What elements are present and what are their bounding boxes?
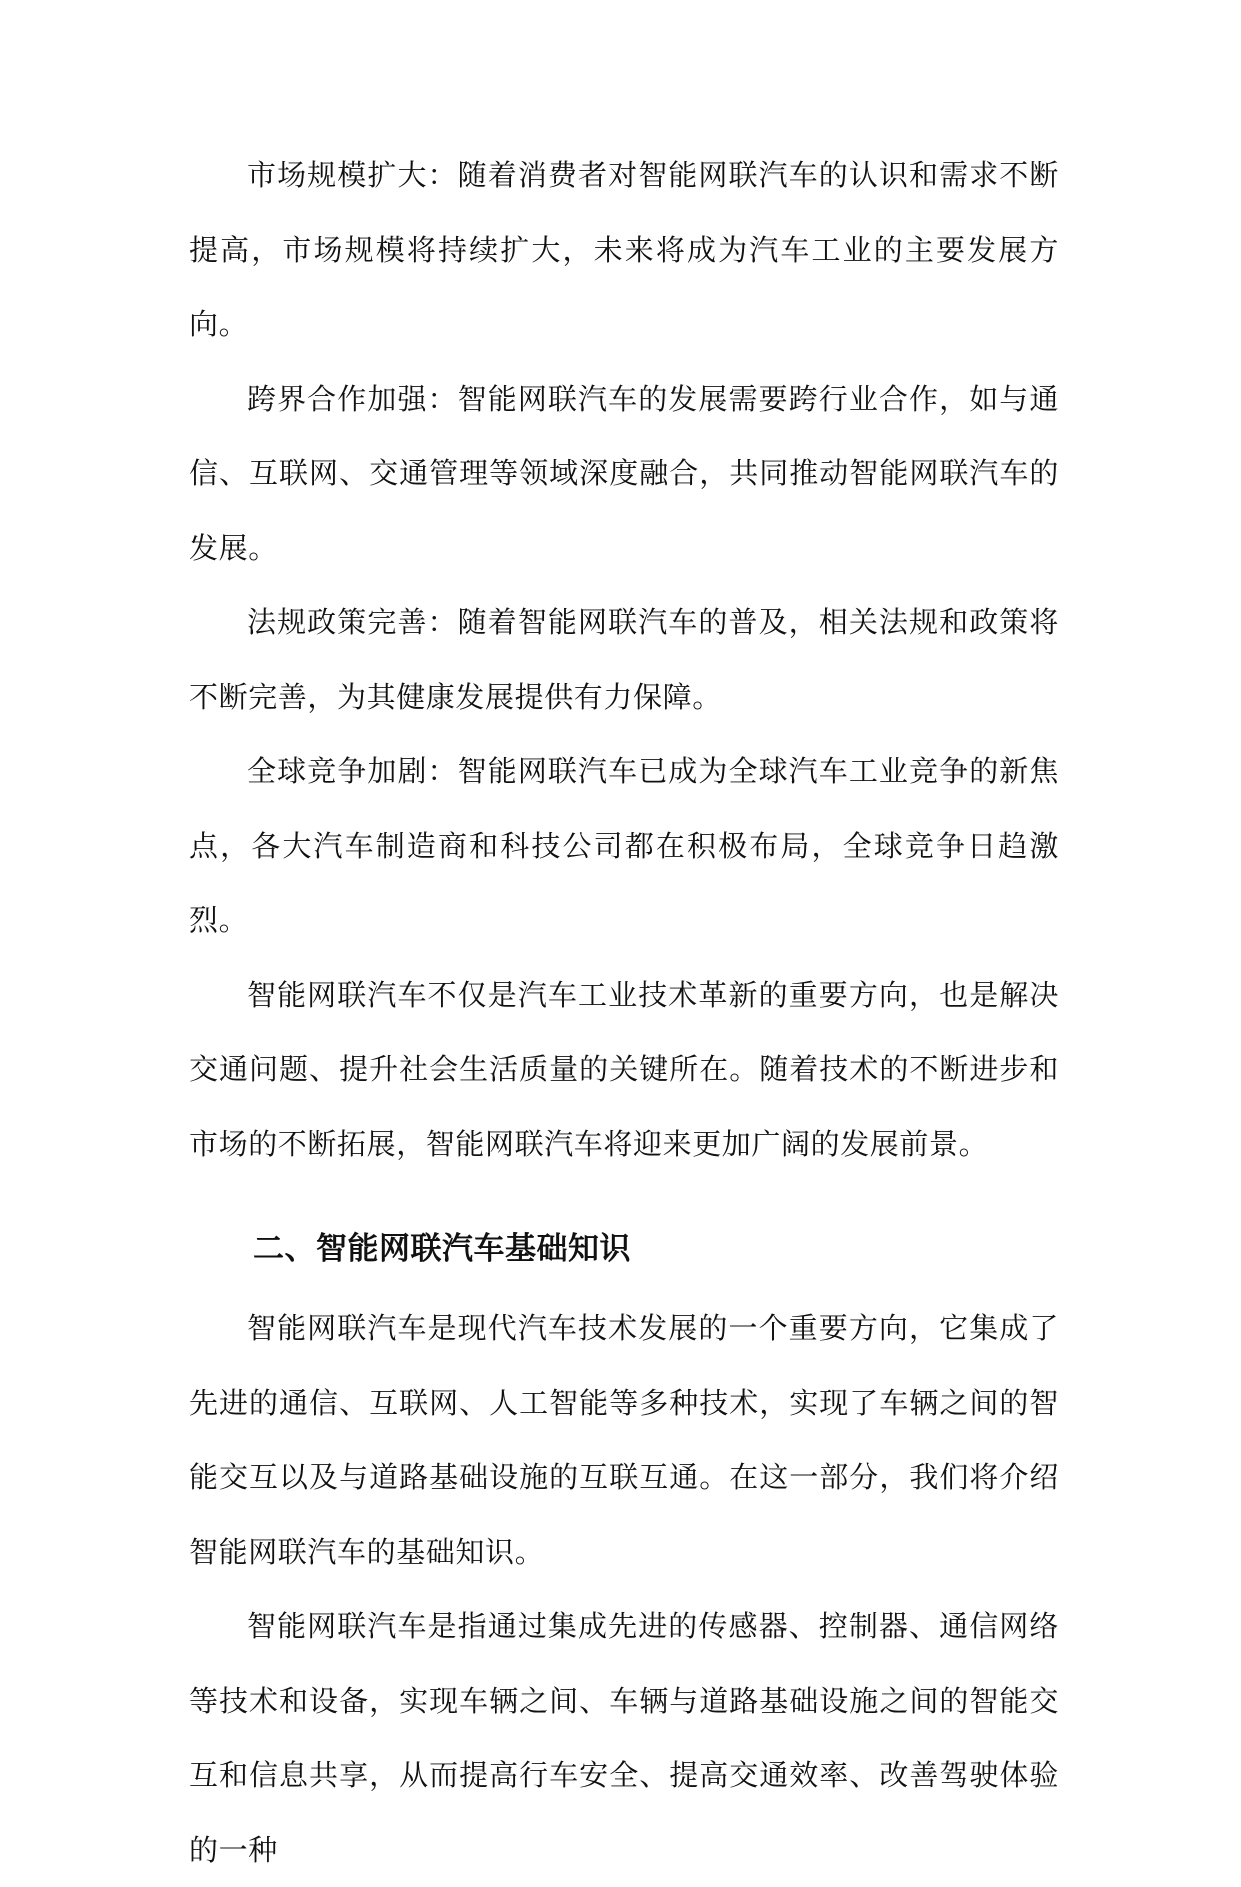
paragraph-intro: 智能网联汽车是现代汽车技术发展的一个重要方向，它集成了先进的通信、互联网、人工智能等多种技术，实现了车辆之间的智能交互以及与道路基础设施的互联互通。在这一部分，我们将介绍智能网联汽车的基础知识。 <box>189 1311 1059 1569</box>
paragraph-global-competition: 全球竞争加剧：智能网联汽车已成为全球汽车工业竞争的新焦点，各大汽车制造商和科技公司都在积极布局，全球竞争日趋激烈。 <box>189 754 1059 937</box>
paragraph-definition: 智能网联汽车是指通过集成先进的传感器、控制器、通信网络等技术和设备，实现车辆之间、车辆与道路基础设施之间的智能交互和信息共享，从而提高行车安全、提高交通效率、改善驾驶体验的一种 <box>189 1609 1059 1867</box>
document-body <box>189 138 1059 1887</box>
paragraph-outlook: 智能网联汽车不仅是汽车工业技术革新的重要方向，也是解决交通问题、提升社会生活质量的关键所在。随着技术的不断进步和市场的不断拓展，智能网联汽车将迎来更加广阔的发展前景。 <box>189 977 1059 1161</box>
section-heading: 二、智能网联汽车基础知识 <box>253 1231 631 1267</box>
paragraph-regulations: 法规政策完善：随着智能网联汽车的普及，相关法规和政策将不断完善，为其健康发展提供有力保障。 <box>189 605 1059 714</box>
paragraph-market-scale: 市场规模扩大：随着消费者对智能网联汽车的认识和需求不断提高，市场规模将持续扩大，未来将成为汽车工业的主要发展方向。 <box>189 158 1059 341</box>
paragraph-cross-industry: 跨界合作加强：智能网联汽车的发展需要跨行业合作，如与通信、互联网、交通管理等领域深度融合，共同推动智能网联汽车的发展。 <box>189 381 1059 565</box>
